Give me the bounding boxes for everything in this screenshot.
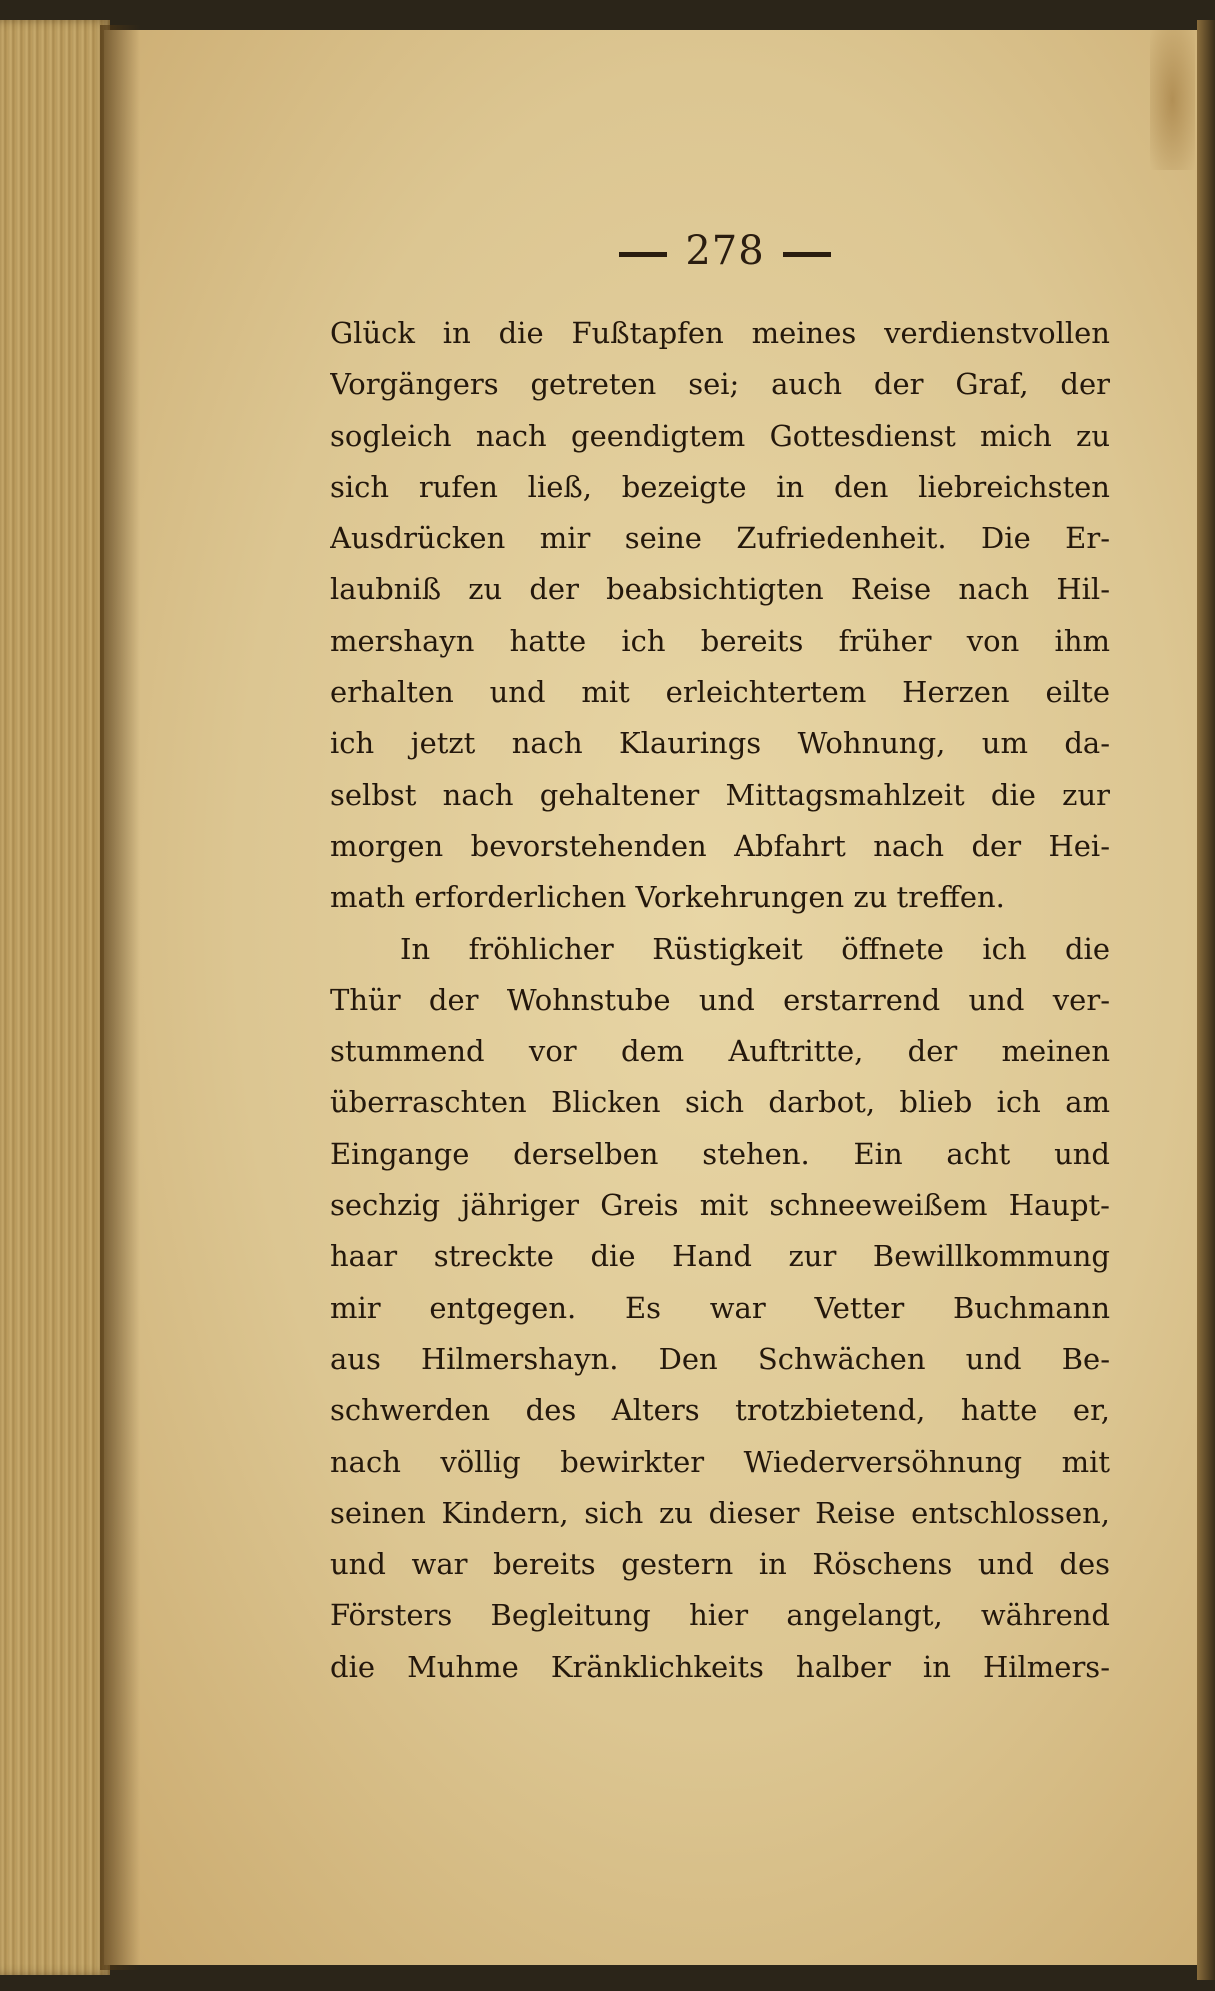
- text-line: aus Hilmershayn. Den Schwächen und Be-: [330, 1341, 1110, 1376]
- text-line: ich jetzt nach Klaurings Wohnung, um da-: [330, 726, 1110, 761]
- gutter-shadow: [100, 25, 140, 1970]
- text-line: selbst nach gehaltener Mittagsmahlzeit die zur: [330, 777, 1110, 812]
- text-line: stummend vor dem Auftritte, der meinen: [330, 1034, 1110, 1069]
- text-line: Glück in die Fußtapfen meines verdienstvollen: [330, 316, 1110, 350]
- paper-stain: [1150, 30, 1195, 170]
- text-line: die Muhme Kränklichkeits halber in Hilmers-: [330, 1649, 1110, 1684]
- text-line: und war bereits gestern in Röschens und des: [330, 1547, 1110, 1582]
- body-text: [330, 308, 1110, 1693]
- page-number-text: 278: [685, 228, 765, 274]
- text-line: mershayn hatte ich bereits früher von ihm: [330, 623, 1110, 658]
- text-line: sich rufen ließ, bezeigte in den liebreichsten: [330, 469, 1110, 504]
- right-dash: [783, 252, 831, 257]
- text-line: sechzig jähriger Greis mit schneeweißem Haupt-: [330, 1188, 1110, 1223]
- text-line: erhalten und mit erleichtertem Herzen eilte: [330, 675, 1110, 710]
- right-page-edge: [1197, 20, 1215, 1980]
- text-line: math erforderlichen Vorkehrungen zu treffen.: [330, 880, 1005, 915]
- page-number: [600, 228, 850, 274]
- text-line: schwerden des Alters trotzbietend, hatte er,: [330, 1393, 1110, 1428]
- text-line: laubniß zu der beabsichtigten Reise nach Hil-: [330, 572, 1110, 607]
- text-line: haar streckte die Hand zur Bewillkommung: [330, 1239, 1110, 1274]
- text-line: morgen bevorstehenden Abfahrt nach der Hei-: [330, 828, 1110, 863]
- text-line: mir entgegen. Es war Vetter Buchmann: [330, 1290, 1110, 1325]
- text-line: In fröhlicher Rüstigkeit öffnete ich die: [400, 931, 1110, 966]
- text-line: sogleich nach geendigtem Gottesdienst mich zu: [330, 418, 1110, 453]
- text-line: nach völlig bewirkter Wiederversöhnung mit: [330, 1444, 1110, 1479]
- text-line: seinen Kindern, sich zu dieser Reise entschlossen,: [330, 1495, 1110, 1530]
- text-line: überraschten Blicken sich darbot, blieb ich am: [330, 1085, 1110, 1120]
- left-dash: [619, 252, 667, 257]
- text-line: Försters Begleitung hier angelangt, während: [330, 1598, 1110, 1633]
- page-edges: [0, 20, 110, 1975]
- text-line: Eingange derselben stehen. Ein acht und: [330, 1136, 1110, 1171]
- text-line: Thür der Wohnstube und erstarrend und ver-: [330, 982, 1110, 1017]
- text-line: Ausdrücken mir seine Zufriedenheit. Die Er-: [330, 521, 1110, 556]
- text-line: Vorgängers getreten sei; auch der Graf, der: [330, 367, 1110, 402]
